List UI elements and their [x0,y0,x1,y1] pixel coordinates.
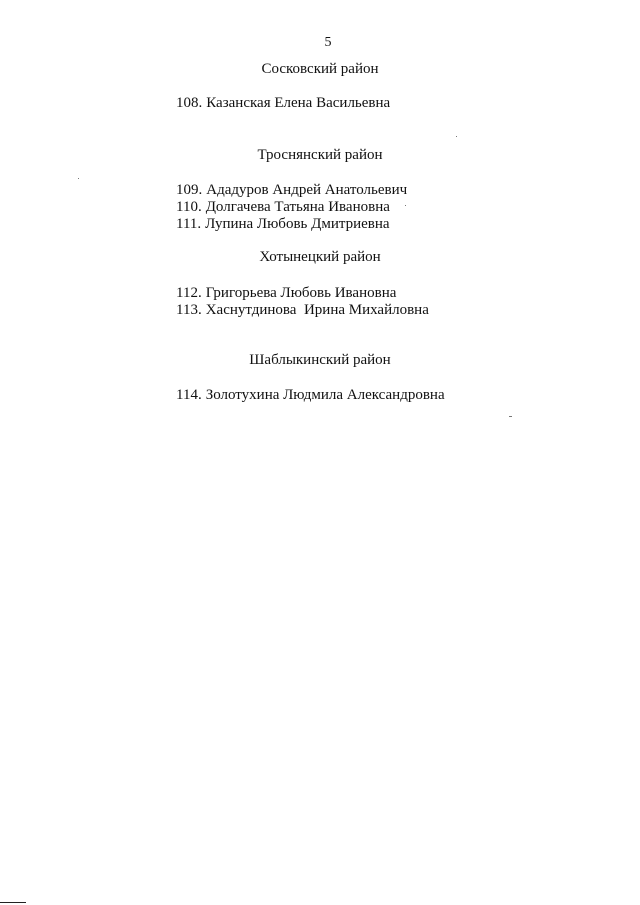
page-number: 5 [324,35,332,50]
entry-number: 113. [176,302,202,318]
scan-speck [405,205,406,206]
scan-edge-mark [0,902,26,903]
scan-speck [509,416,512,417]
district-title-soskovsky: Сосковский район [261,61,379,77]
list-item [176,94,390,112]
entry-number: 114. [176,387,202,403]
list-item [176,181,407,199]
entry-name: Ададуров Андрей Анатольевич [206,182,408,198]
entry-number: 108. [176,95,203,111]
list-item [176,301,429,319]
scan-speck [456,136,457,137]
list-item [176,284,396,302]
district-title-khotynetsky: Хотынецкий район [259,249,381,265]
entry-name: Казанская Елена Васильевна [206,95,391,111]
entry-number: 112. [176,285,202,301]
entry-name: Золотухина Людмила Александровна [205,387,445,403]
entry-name: Григорьева Любовь Ивановна [205,285,397,301]
entry-number: 110. [176,199,202,215]
entry-number: 111. [176,216,202,232]
list-item [176,215,390,233]
entry-number: 109. [176,182,203,198]
entry-name: Хаснутдинова Ирина Михайловна [205,302,429,318]
scan-speck [78,178,79,179]
district-title-trosnyansky: Троснянский район [257,147,383,163]
entry-name: Долгачева Татьяна Ивановна [205,199,390,215]
district-title-shablykinsky: Шаблыкинский район [249,352,391,368]
list-item [176,198,390,216]
entry-name: Лупина Любовь Дмитриевна [205,216,390,232]
list-item [176,386,445,404]
